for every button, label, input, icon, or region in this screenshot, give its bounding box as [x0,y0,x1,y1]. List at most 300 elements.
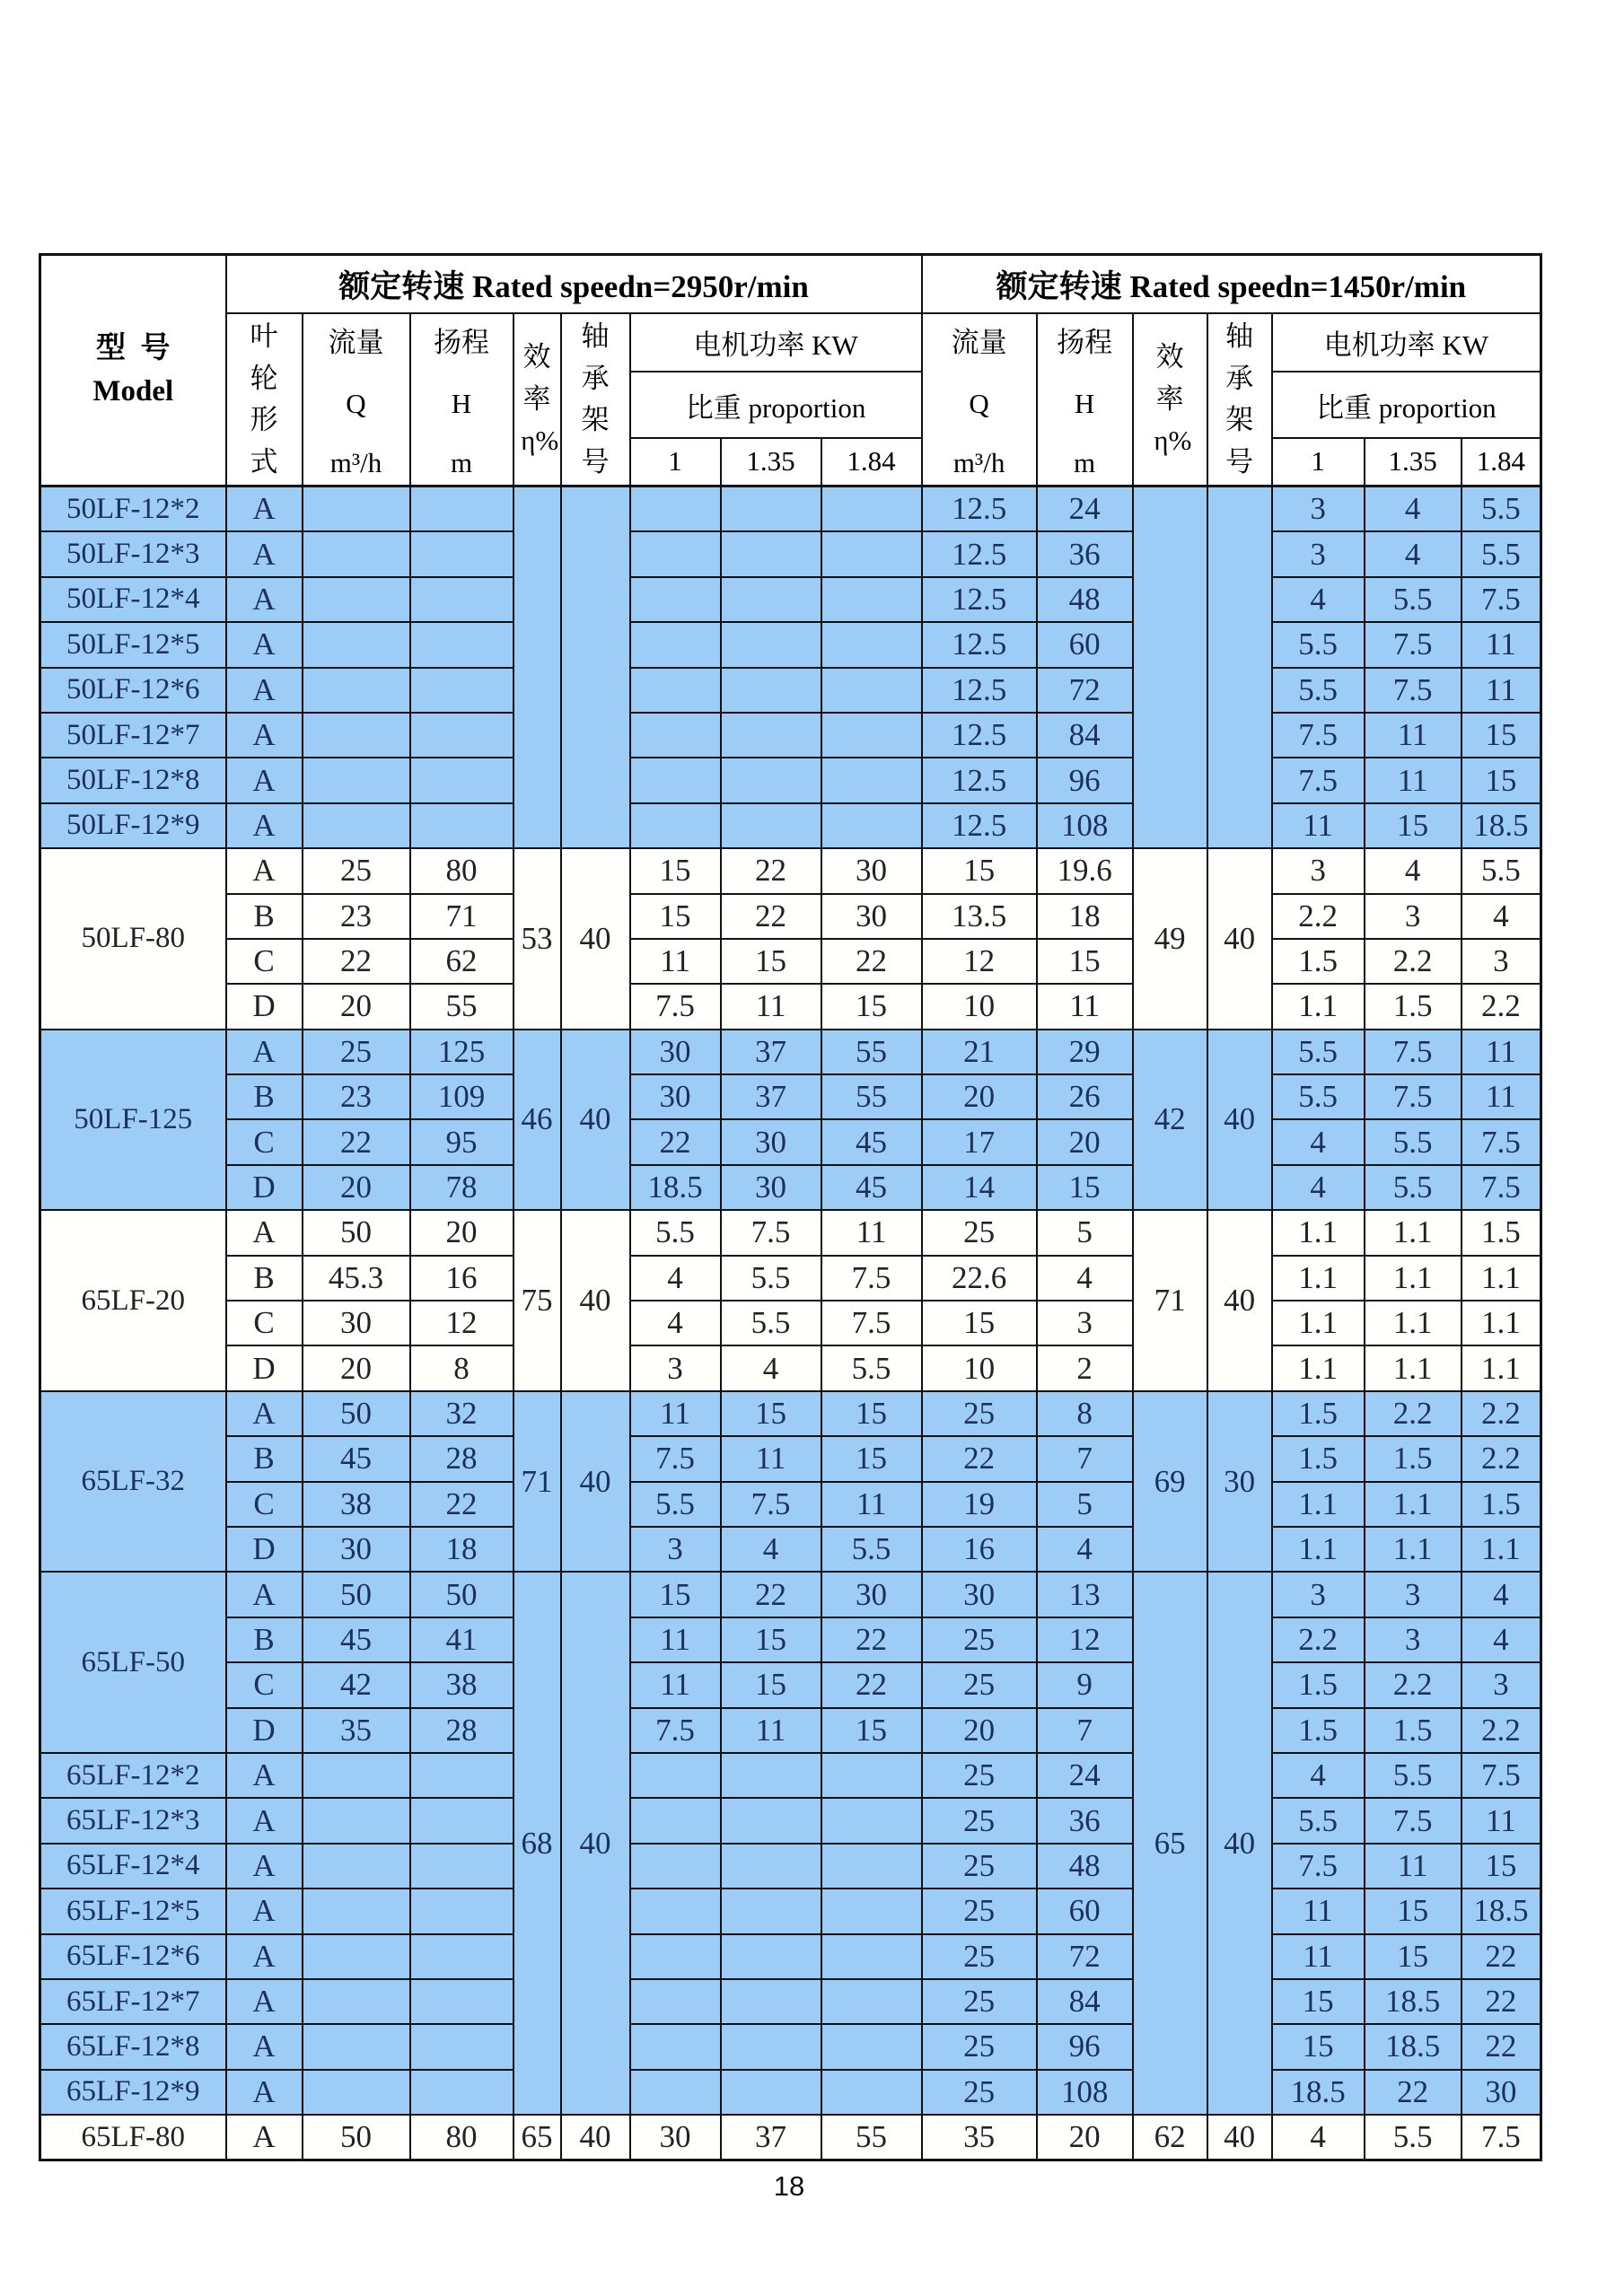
cell-power184-right: 11 [1462,1798,1541,1843]
cell-model: 65LF-12*9 [40,2070,226,2115]
table-row [40,1074,1541,1119]
cell-power135-left: 5.5 [721,1301,821,1345]
cell-power135-left [721,531,821,576]
cell-power135-right: 4 [1365,848,1462,893]
cell-power135-left [721,2024,821,2069]
cell-flow-right: 10 [922,984,1037,1029]
cell-power184-right: 15 [1462,1844,1541,1889]
cell-power135-right: 15 [1365,1934,1462,1979]
head-unit: m [1074,447,1096,478]
cell-head-left: 12 [410,1301,514,1345]
cell-flow-left [303,2070,410,2115]
cell-power1-left: 30 [630,1074,721,1119]
cell-power184-right: 5.5 [1462,531,1541,576]
cell-power135-left [721,1979,821,2024]
cell-power1-right: 1.1 [1272,1527,1365,1572]
ratio-1-left: 1 [630,438,721,486]
cell-power135-left: 11 [721,1708,821,1753]
ratio-135-right: 1.35 [1365,438,1462,486]
cell-head-left [410,2070,514,2115]
cell-power184-left [821,758,922,802]
cell-head-right: 8 [1037,1391,1133,1436]
cell-power135-left: 15 [721,939,821,984]
cell-efficiency-left: 53 [514,848,561,1030]
cell-power184-right: 1.1 [1462,1301,1541,1345]
cell-power184-left: 7.5 [821,1256,922,1301]
cell-power184-left [821,1844,922,1889]
table-row [40,803,1541,848]
cell-power184-left: 11 [821,1210,922,1255]
cell-power1-right: 7.5 [1272,758,1365,802]
cell-head-left [410,1753,514,1798]
cell-model: 65LF-12*3 [40,1798,226,1843]
cell-power1-left [630,1934,721,1979]
cell-power135-right: 2.2 [1365,1391,1462,1436]
ratio-184-right: 1.84 [1462,438,1541,486]
efficiency-column-header-right [1133,313,1207,486]
head-unit: m [450,447,473,478]
flow-unit: m³/h [952,447,1005,478]
cell-head-right: 29 [1037,1030,1133,1074]
cell-impeller: A [226,803,303,848]
motor-power-header-right: 电机功率 KW [1272,313,1541,372]
cell-power135-left: 15 [721,1617,821,1662]
flow-symbol: Q [969,387,989,419]
cell-power1-right: 5.5 [1272,1798,1365,1843]
cell-power135-left: 22 [721,1572,821,1617]
cell-power184-left [821,1934,922,1979]
cell-power184-right: 2.2 [1462,984,1541,1029]
cell-head-left [410,1844,514,1889]
cell-power1-right: 1.5 [1272,1391,1365,1436]
cell-power184-right: 22 [1462,2024,1541,2069]
cell-head-left: 28 [410,1436,514,1481]
cell-power1-left: 4 [630,1301,721,1345]
table-row [40,939,1541,984]
cell-power184-left [821,486,922,532]
cell-impeller: C [226,1119,303,1164]
cell-head-left [410,1889,514,1933]
cell-power184-right: 7.5 [1462,1165,1541,1210]
cell-model: 65LF-32 [40,1391,226,1573]
cell-power135-left: 22 [721,894,821,939]
cell-power184-left: 55 [821,1074,922,1119]
cell-power1-left [630,622,721,667]
cell-power135-right: 5.5 [1365,2115,1462,2160]
cell-power1-left [630,1844,721,1889]
cell-model: 65LF-12*2 [40,1753,226,1798]
cell-flow-left [303,2024,410,2069]
cell-head-left: 28 [410,1708,514,1753]
table-row [40,894,1541,939]
cell-power184-left [821,803,922,848]
cell-flow-right: 30 [922,1572,1037,1617]
cell-head-left [410,713,514,758]
cell-flow-right: 20 [922,1074,1037,1119]
cell-power1-left: 3 [630,1345,721,1390]
cell-power184-left [821,2024,922,2069]
table-row [40,1708,1541,1753]
cell-head-right: 48 [1037,577,1133,622]
cell-power1-right: 15 [1272,1979,1365,2024]
cell-impeller: A [226,1934,303,1979]
cell-flow-right: 13.5 [922,894,1037,939]
cell-efficiency-left [514,486,561,849]
cell-flow-right: 21 [922,1030,1037,1074]
cell-impeller: A [226,1844,303,1889]
head-label-zh: 扬程 [434,327,489,358]
cell-power135-left [721,1934,821,1979]
cell-power184-left: 11 [821,1482,922,1527]
cell-power184-right: 7.5 [1462,1119,1541,1164]
cell-power135-left [721,2070,821,2115]
cell-flow-right: 25 [922,1798,1037,1843]
cell-power135-right: 22 [1365,2070,1462,2115]
table-row [40,486,1541,532]
cell-power135-left: 7.5 [721,1482,821,1527]
table-row [40,1301,1541,1345]
cell-power1-right: 7.5 [1272,1844,1365,1889]
cell-power184-right: 5.5 [1462,848,1541,893]
cell-power184-right: 1.5 [1462,1482,1541,1527]
cell-power184-right: 22 [1462,1934,1541,1979]
cell-model: 50LF-12*7 [40,713,226,758]
cell-head-right: 96 [1037,2024,1133,2069]
bearing-label: 轴承架号 [1225,320,1254,478]
cell-head-right: 19.6 [1037,848,1133,893]
cell-head-left [410,531,514,576]
cell-flow-left: 23 [303,1074,410,1119]
cell-efficiency-left: 68 [514,1572,561,2115]
table-row [40,2070,1541,2115]
cell-impeller: C [226,939,303,984]
cell-power1-right: 5.5 [1272,1074,1365,1119]
motor-power-header-left: 电机功率 KW [630,313,922,372]
cell-power184-right: 11 [1462,668,1541,713]
impeller-column-header [226,313,303,486]
cell-impeller: A [226,1979,303,2024]
cell-flow-left: 30 [303,1527,410,1572]
cell-power135-right: 15 [1365,803,1462,848]
cell-power1-right: 4 [1272,577,1365,622]
cell-power1-right: 2.2 [1272,1617,1365,1662]
cell-power184-left: 15 [821,1708,922,1753]
cell-head-right: 5 [1037,1482,1133,1527]
cell-head-left [410,577,514,622]
table-row [40,1119,1541,1164]
cell-power1-left [630,486,721,532]
cell-flow-right: 25 [922,1934,1037,1979]
cell-head-right: 108 [1037,2070,1133,2115]
cell-power184-left: 55 [821,1030,922,1074]
table-row [40,622,1541,667]
cell-power1-right: 5.5 [1272,622,1365,667]
ratio-135-left: 1.35 [721,438,821,486]
cell-model: 65LF-50 [40,1572,226,1753]
cell-impeller: A [226,577,303,622]
cell-flow-left [303,531,410,576]
cell-power184-left: 22 [821,939,922,984]
table-row [40,2115,1541,2160]
table-row [40,1256,1541,1301]
cell-power1-left: 11 [630,1662,721,1707]
cell-flow-left: 23 [303,894,410,939]
cell-power135-left: 37 [721,2115,821,2160]
cell-power184-right: 15 [1462,758,1541,802]
cell-head-right: 15 [1037,939,1133,984]
cell-head-right: 84 [1037,1979,1133,2024]
cell-head-right: 7 [1037,1436,1133,1481]
cell-power135-left: 11 [721,984,821,1029]
cell-impeller: A [226,1391,303,1436]
cell-power135-left: 30 [721,1119,821,1164]
cell-power135-left: 7.5 [721,1210,821,1255]
cell-power135-left: 37 [721,1030,821,1074]
table-row [40,1436,1541,1481]
ratio-184-left: 1.84 [821,438,922,486]
cell-impeller: A [226,1030,303,1074]
cell-flow-left: 45 [303,1436,410,1481]
cell-power184-right: 18.5 [1462,803,1541,848]
table-row [40,848,1541,893]
cell-model: 50LF-12*8 [40,758,226,802]
bearing-label: 轴承架号 [581,320,610,478]
cell-power184-left: 30 [821,1572,922,1617]
cell-head-right: 24 [1037,1753,1133,1798]
cell-power1-right: 1.1 [1272,1482,1365,1527]
cell-head-left [410,758,514,802]
cell-head-right: 108 [1037,803,1133,848]
cell-power1-left: 7.5 [630,984,721,1029]
cell-head-right: 72 [1037,668,1133,713]
cell-head-right: 13 [1037,1572,1133,1617]
cell-impeller: A [226,2115,303,2160]
cell-head-right: 84 [1037,713,1133,758]
cell-flow-left: 38 [303,1482,410,1527]
cell-power135-right: 1.1 [1365,1301,1462,1345]
cell-flow-left: 50 [303,1572,410,1617]
cell-power184-right: 3 [1462,939,1541,984]
cell-power1-right: 18.5 [1272,2070,1365,2115]
cell-power135-right: 7.5 [1365,1030,1462,1074]
cell-power135-right: 1.1 [1365,1527,1462,1572]
cell-power135-right: 4 [1365,486,1462,532]
cell-power135-right: 7.5 [1365,668,1462,713]
cell-power184-left [821,1753,922,1798]
cell-power135-right: 11 [1365,713,1462,758]
cell-flow-right: 12 [922,939,1037,984]
cell-head-left [410,803,514,848]
cell-efficiency-left: 65 [514,2115,561,2160]
table-row [40,1482,1541,1527]
table-row [40,1798,1541,1843]
cell-head-right: 26 [1037,1074,1133,1119]
cell-head-left: 71 [410,894,514,939]
cell-power184-right: 1.5 [1462,1210,1541,1255]
cell-efficiency-left: 46 [514,1030,561,1211]
table-header [40,255,1541,486]
cell-power184-right: 4 [1462,1617,1541,1662]
head-label-zh: 扬程 [1057,327,1113,358]
cell-impeller: B [226,1256,303,1301]
cell-power135-right: 5.5 [1365,1119,1462,1164]
cell-flow-right: 22.6 [922,1256,1037,1301]
cell-power1-left [630,2070,721,2115]
cell-power1-right: 1.5 [1272,1708,1365,1753]
cell-power1-left [630,803,721,848]
cell-head-right: 5 [1037,1210,1133,1255]
cell-flow-right: 12.5 [922,713,1037,758]
cell-power184-right: 7.5 [1462,2115,1541,2160]
cell-flow-right: 25 [922,2070,1037,2115]
cell-power184-right: 1.1 [1462,1256,1541,1301]
cell-head-left: 55 [410,984,514,1029]
cell-flow-right: 12.5 [922,758,1037,802]
cell-impeller: A [226,713,303,758]
ratio-1-right: 1 [1272,438,1365,486]
cell-flow-left [303,486,410,532]
cell-power135-right: 1.5 [1365,984,1462,1029]
cell-power1-right: 1.1 [1272,1256,1365,1301]
cell-model: 65LF-80 [40,2115,226,2160]
head-symbol: H [451,387,472,419]
cell-model: 65LF-20 [40,1210,226,1391]
cell-impeller: A [226,1210,303,1255]
cell-flow-left [303,1844,410,1889]
cell-power1-right: 15 [1272,2024,1365,2069]
cell-power135-left [721,668,821,713]
cell-power1-right: 1.1 [1272,1210,1365,1255]
table-row [40,1934,1541,1979]
cell-flow-left: 22 [303,1119,410,1164]
cell-power1-right: 1.5 [1272,939,1365,984]
cell-head-right: 12 [1037,1617,1133,1662]
cell-head-left [410,622,514,667]
cell-power184-left [821,577,922,622]
cell-bearing-left: 40 [561,848,630,1030]
cell-power135-left [721,486,821,532]
cell-power1-left: 3 [630,1527,721,1572]
cell-head-right: 20 [1037,2115,1133,2160]
cell-flow-left [303,1753,410,1798]
cell-power135-right: 1.1 [1365,1256,1462,1301]
cell-power135-right: 5.5 [1365,1753,1462,1798]
cell-efficiency-left: 71 [514,1391,561,1573]
cell-efficiency-right [1133,486,1207,849]
cell-power184-right: 7.5 [1462,1753,1541,1798]
cell-head-left: 78 [410,1165,514,1210]
cell-power135-left [721,803,821,848]
cell-power135-right: 7.5 [1365,1798,1462,1843]
cell-power184-right: 1.1 [1462,1527,1541,1572]
cell-flow-left: 35 [303,1708,410,1753]
cell-power184-left: 30 [821,848,922,893]
cell-power184-right: 15 [1462,713,1541,758]
cell-head-left: 62 [410,939,514,984]
cell-flow-right: 10 [922,1345,1037,1390]
cell-power1-left: 30 [630,2115,721,2160]
cell-power135-right: 1.5 [1365,1436,1462,1481]
cell-power1-left: 11 [630,1391,721,1436]
cell-power184-left [821,622,922,667]
cell-power184-right: 3 [1462,1662,1541,1707]
cell-power184-right: 11 [1462,1030,1541,1074]
cell-bearing-right: 40 [1207,1210,1272,1391]
cell-head-left: 80 [410,2115,514,2160]
head-symbol: H [1074,387,1095,419]
cell-power184-left: 30 [821,894,922,939]
cell-flow-left [303,668,410,713]
cell-flow-left [303,1889,410,1933]
cell-bearing-right: 40 [1207,848,1272,1030]
cell-power135-left: 37 [721,1074,821,1119]
cell-power184-left [821,531,922,576]
cell-efficiency-right: 69 [1133,1391,1207,1573]
cell-power135-right: 11 [1365,1844,1462,1889]
cell-model: 50LF-80 [40,848,226,1030]
cell-head-right: 4 [1037,1256,1133,1301]
cell-head-left: 32 [410,1391,514,1436]
cell-power1-left [630,531,721,576]
column-header-row [40,313,1541,372]
cell-power135-right: 11 [1365,758,1462,802]
table-row [40,1030,1541,1074]
cell-power1-right: 3 [1272,1572,1365,1617]
cell-head-left [410,2024,514,2069]
cell-flow-left: 50 [303,1391,410,1436]
cell-head-left: 20 [410,1210,514,1255]
cell-flow-left [303,758,410,802]
table-row [40,713,1541,758]
cell-bearing-left: 40 [561,2115,630,2160]
cell-power1-left: 11 [630,1617,721,1662]
efficiency-label: 效率η% [1154,341,1192,457]
cell-efficiency-left: 75 [514,1210,561,1391]
cell-power1-right: 1.5 [1272,1436,1365,1481]
cell-impeller: A [226,1753,303,1798]
model-label-en: Model [92,374,174,407]
cell-power135-right: 1.1 [1365,1482,1462,1527]
cell-flow-right: 15 [922,848,1037,893]
cell-impeller: B [226,1617,303,1662]
cell-efficiency-right: 49 [1133,848,1207,1030]
cell-efficiency-right: 62 [1133,2115,1207,2160]
pump-spec-table [39,253,1542,2161]
cell-head-left: 8 [410,1345,514,1390]
cell-power135-left: 4 [721,1345,821,1390]
cell-power135-right: 4 [1365,531,1462,576]
cell-power1-right: 4 [1272,1165,1365,1210]
cell-power135-right: 5.5 [1365,1165,1462,1210]
table-row [40,1889,1541,1933]
cell-flow-right: 25 [922,1391,1037,1436]
efficiency-label: 效率η% [521,341,559,457]
cell-model: 50LF-12*6 [40,668,226,713]
cell-power135-right: 5.5 [1365,577,1462,622]
cell-power1-right: 5.5 [1272,1030,1365,1074]
cell-impeller: C [226,1482,303,1527]
proportion-header-right: 比重 proportion [1272,372,1541,437]
cell-power135-right: 7.5 [1365,622,1462,667]
cell-head-left: 38 [410,1662,514,1707]
cell-model: 50LF-12*5 [40,622,226,667]
cell-power184-right: 2.2 [1462,1708,1541,1753]
cell-head-left: 18 [410,1527,514,1572]
cell-impeller: A [226,1798,303,1843]
cell-head-left: 80 [410,848,514,893]
bearing-column-header-right [1207,313,1272,486]
flow-column-header-left [303,313,410,486]
